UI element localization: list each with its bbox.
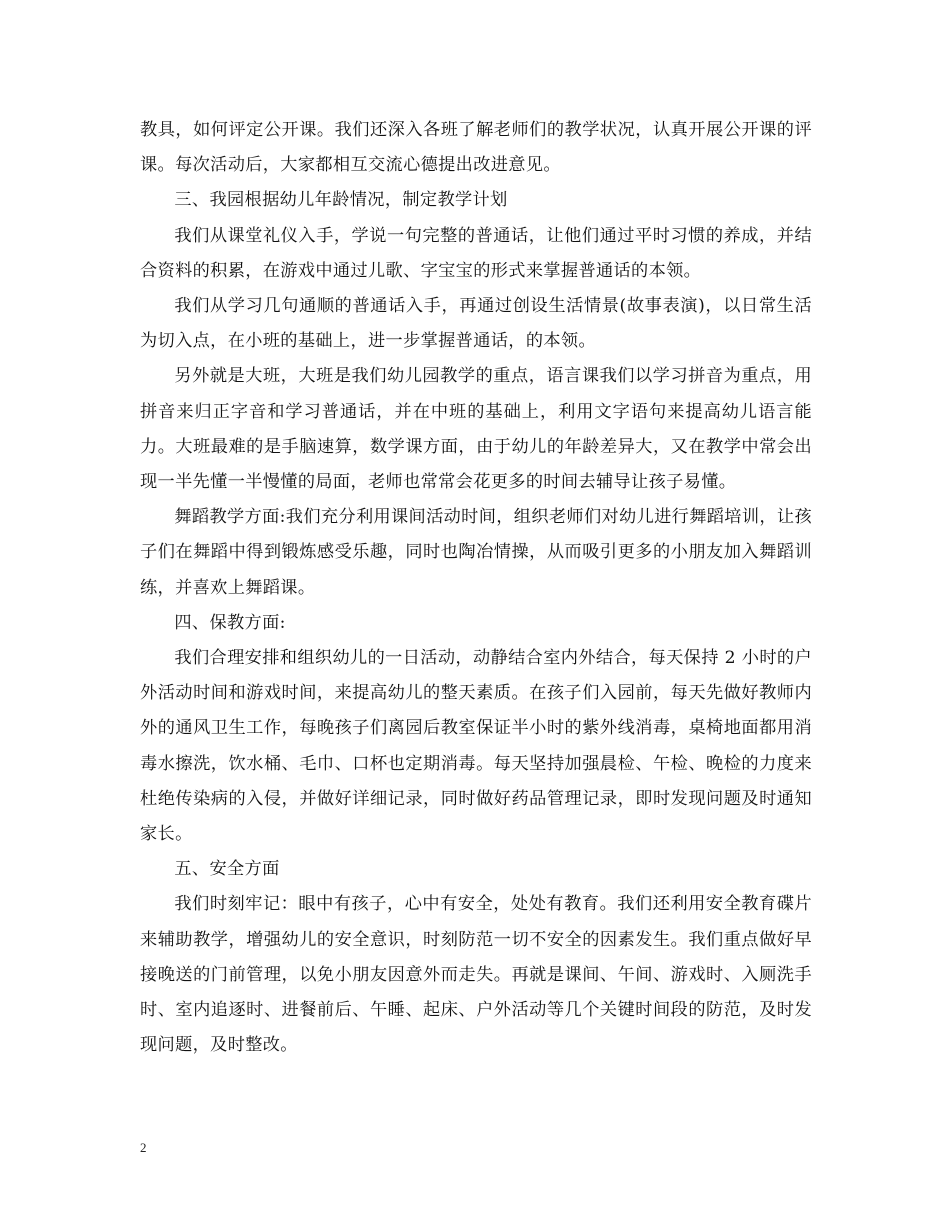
paragraph-senior-class: 另外就是大班，大班是我们幼儿园教学的重点，语言课我们以学习拼音为重点，用拼音来归正字音和学习普通话，并在中班的基础上，利用文字语句来提高幼儿语言能力。大班最难的是手脑速算，数学课方面，由于幼儿的年龄差异大，又在教学中常会出现一半先懂一半慢懂的局面，老师也常常会花更多的时间去辅导让孩子易懂。 bbox=[140, 366, 812, 493]
section-heading-teaching-plan: 三、我园根据幼儿年龄情况，制定教学计划 bbox=[174, 190, 508, 211]
paragraph-continuation: 教具，如何评定公开课。我们还深入各班了解老师们的教学状况，认真开展公开课的评课。每次活动后，大家都相互交流心德提出改进意见。 bbox=[140, 120, 812, 176]
document-body bbox=[140, 113, 812, 1063]
paragraph-middle-class: 我们从学习几句通顺的普通话入手，再通过创设生活情景(故事表演)，以日常生活为切入点，在小班的基础上，进一步掌握普通话，的本领。 bbox=[140, 296, 812, 352]
section-heading-safety: 五、安全方面 bbox=[174, 859, 280, 880]
paragraph-safety-measures: 我们时刻牢记：眼中有孩子，心中有安全，处处有教育。我们还利用安全教育碟片来辅助教学，增强幼儿的安全意识，时刻防范一切不安全的因素发生。我们重点做好早接晚送的门前管理，以免小朋友因意外而走失。再就是课间、午间、游戏时、入厕洗手时、室内追逐时、进餐前后、午睡、起床、户外活动等几个关键时间段的防范，及时发现问题，及时整改。 bbox=[140, 894, 812, 1056]
section-heading-care: 四、保教方面: bbox=[174, 612, 286, 633]
paragraph-daily-activities: 我们合理安排和组织幼儿的一日活动，动静结合室内外结合，每天保持 2 小时的户外活动时间和游戏时间，来提高幼儿的整天素质。在孩子们入园前，每天先做好教师内外的通风卫生工作，每晚孩子们离园后教室保证半小时的紫外线消毒，桌椅地面都用消毒水擦洗，饮水桶、毛巾、口杯也定期消毒。每天坚持加强晨检、午检、晚检的力度来杜绝传染病的入侵，并做好详细记录，同时做好药品管理记录，即时发现问题及时通知家长。 bbox=[140, 648, 812, 845]
paragraph-dance-teaching: 舞蹈教学方面:我们充分利用课间活动时间，组织老师们对幼儿进行舞蹈培训，让孩子们在舞蹈中得到锻炼感受乐趣，同时也陶冶情操，从而吸引更多的小朋友加入舞蹈训练，并喜欢上舞蹈课。 bbox=[140, 507, 812, 598]
page-number: 2 bbox=[140, 1140, 147, 1155]
paragraph-classroom-etiquette: 我们从课堂礼仪入手，学说一句完整的普通话，让他们通过平时习惯的养成，并结合资料的积累，在游戏中通过儿歌、字宝宝的形式来掌握普通话的本领。 bbox=[140, 225, 812, 281]
